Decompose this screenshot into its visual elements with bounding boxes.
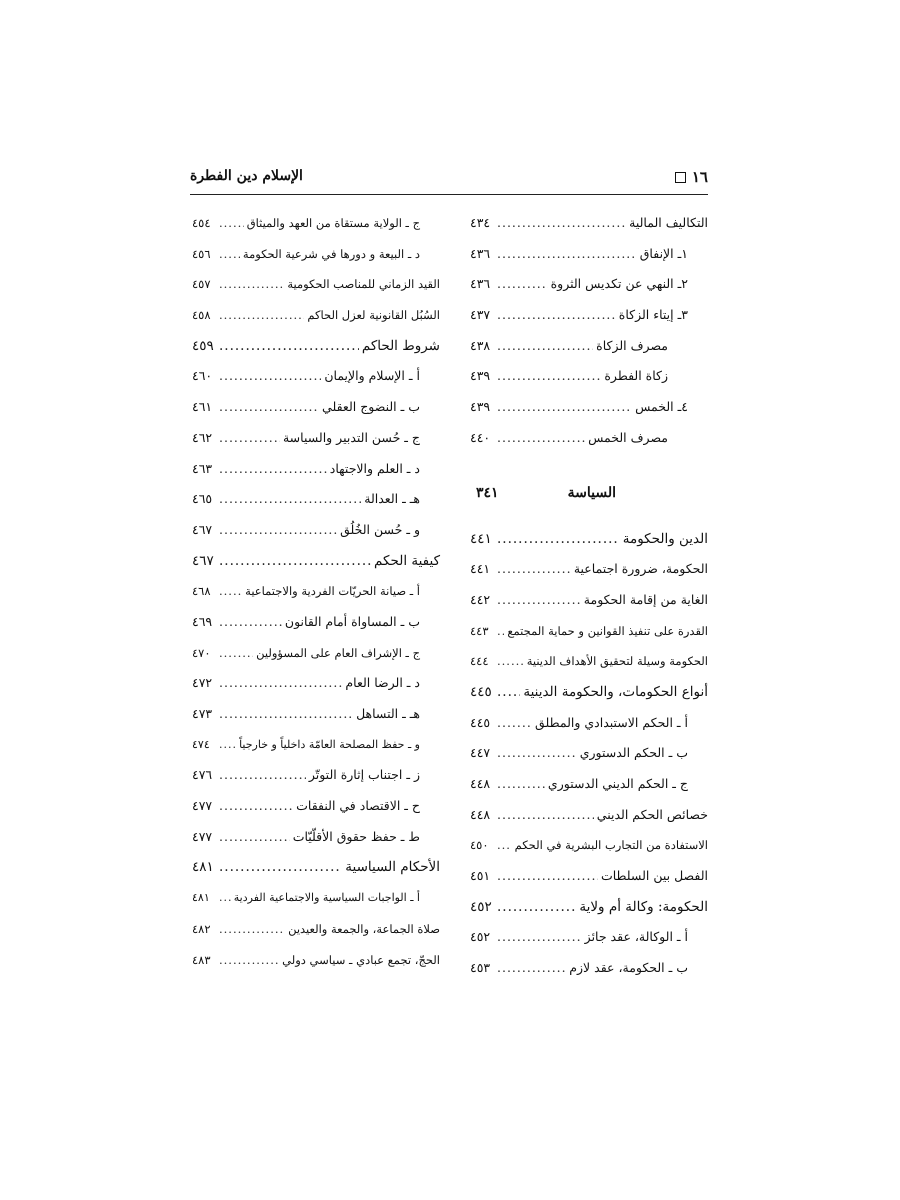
dot-leader	[497, 524, 620, 554]
toc-entry: السُبُل القانونية لعزل الحاكم ..... ٤٥٨	[192, 300, 440, 331]
toc-entry: د ـ العلم والاجتهاد ..... ٤٦٣	[192, 454, 440, 485]
toc-entry: د ـ البيعة و دورها في شرعية الحكومة ..... ٤٥٦	[192, 239, 440, 270]
toc-entry: الحكومة، ضرورة اجتماعية ..... ٤٤١	[470, 554, 708, 585]
dot-leader	[219, 791, 293, 821]
section-heading	[470, 474, 708, 512]
toc-entry: ج ـ الإشراف العام على المسؤولين ..... ٤٧٠	[192, 638, 440, 669]
toc-entry: الحكومة وسيلة لتحقيق الأهداف الدينية ..... ٤٤٤	[470, 646, 708, 677]
dot-leader	[219, 883, 231, 913]
toc-entry: خصائص الحكم الديني ..... ٤٤٨	[470, 800, 708, 831]
toc-entry: ط ـ حفظ حقوق الأقلّيّات ..... ٤٧٧	[192, 822, 440, 853]
dot-leader	[497, 300, 616, 330]
dot-leader	[219, 914, 285, 944]
toc-entry: و ـ حُسن الخُلُق ..... ٤٦٧	[192, 515, 440, 546]
dot-leader	[497, 392, 632, 422]
toc-entry: ح ـ الاقتصاد في النفقات ..... ٤٧٧	[192, 791, 440, 822]
toc-entry: د ـ الرضا العام ..... ٤٧٢	[192, 668, 440, 699]
toc-entry: أ ـ الواجبات السياسية والاجتماعية الفردية ..... ٤٨١	[192, 883, 440, 914]
toc-entry: هـ ـ التساهل ..... ٤٧٣	[192, 699, 440, 730]
toc-entry: التكاليف المالية ..... ٤٣٤	[470, 208, 708, 239]
toc-entry: ج ـ حُسن التدبير والسياسة ..... ٤٦٢	[192, 423, 440, 454]
book-title: الإسلام دين الفطرة	[190, 168, 303, 184]
dot-leader	[497, 208, 626, 238]
toc-entry: ب ـ النضوج العقلي ..... ٤٦١	[192, 392, 440, 423]
dot-leader	[497, 616, 504, 646]
dot-leader	[497, 861, 598, 891]
toc-entry: ٣ـ إيتاء الزكاة ..... ٤٣٧	[470, 300, 708, 331]
toc-entry: الحجّ، تجمع عبادي ـ سياسي دولي ..... ٤٨٣	[192, 945, 440, 976]
dot-leader	[219, 760, 306, 790]
toc-entry: شروط الحاكم ..... ٤٥٩	[192, 331, 440, 362]
toc-entry: ب ـ الحكم الدستوري ..... ٤٤٧	[470, 738, 708, 769]
dot-leader	[219, 822, 290, 852]
dot-leader	[219, 484, 361, 514]
dot-leader	[497, 738, 577, 768]
toc-entry: ب ـ المساواة أمام القانون ..... ٤٦٩	[192, 607, 440, 638]
dot-leader	[497, 922, 582, 952]
dot-leader	[219, 668, 342, 698]
dot-leader	[219, 208, 244, 238]
dot-leader	[497, 677, 520, 707]
dot-leader	[497, 585, 581, 615]
dot-leader	[497, 769, 545, 799]
toc-entry: الأحكام السياسية ..... ٤٨١	[192, 852, 440, 883]
dot-leader	[219, 699, 353, 729]
dot-leader	[497, 830, 512, 860]
toc-entry: أ ـ الوكالة، عقد جائز ..... ٤٥٢	[470, 922, 708, 953]
dot-leader	[219, 269, 284, 299]
dot-leader	[219, 607, 282, 637]
toc-entry: أ ـ صيانة الحريّات الفردية والاجتماعية ..... ٤٦٨	[192, 576, 440, 607]
header-divider	[190, 194, 708, 195]
dot-leader	[219, 546, 371, 576]
toc-entry: الاستفادة من التجارب البشرية في الحكم ..... ٤٥٠	[470, 830, 708, 861]
dot-leader	[497, 423, 585, 453]
page-number-block	[675, 168, 708, 186]
toc-entry: الدين والحكومة ..... ٤٤١	[470, 524, 708, 555]
dot-leader	[219, 945, 279, 975]
page-number: ١٦	[691, 168, 708, 186]
dot-leader	[497, 239, 637, 269]
toc-entry: ج ـ الحكم الديني الدستوري ..... ٤٤٨	[470, 769, 708, 800]
toc-entry: ب ـ الحكومة، عقد لازم ..... ٤٥٣	[470, 953, 708, 984]
dot-leader	[497, 361, 601, 391]
toc-entry: أ ـ الحكم الاستبدادي والمطلق ..... ٤٤٥	[470, 708, 708, 739]
toc-entry: صلاة الجماعة، والجمعة والعيدين ..... ٤٨٢	[192, 914, 440, 945]
dot-leader	[219, 331, 359, 361]
dot-leader	[219, 423, 280, 453]
toc-entry: ٢ـ النهي عن تكديس الثروة ..... ٤٣٦	[470, 269, 708, 300]
dot-leader	[497, 953, 566, 983]
dot-leader	[497, 646, 524, 676]
toc-entry: ١ـ الإنفاق ..... ٤٣٦	[470, 239, 708, 270]
dot-leader	[219, 515, 337, 545]
toc-entry: القدرة على تنفيذ القوانين و حماية المجتمع ..... ٤٤٣	[470, 616, 708, 647]
toc-entry: الحكومة: وكالة أم ولاية ..... ٤٥٢	[470, 892, 708, 923]
toc-entry: مصرف الخمس ..... ٤٤٠	[470, 423, 708, 454]
toc-entry: كيفية الحكم ..... ٤٦٧	[192, 546, 440, 577]
dot-leader	[219, 300, 304, 330]
toc-entry: أ ـ الإسلام والإيمان ..... ٤٦٠	[192, 361, 440, 392]
dot-leader	[497, 800, 594, 830]
toc-entry: مصرف الزكاة ..... ٤٣٨	[470, 331, 708, 362]
dot-leader	[219, 638, 253, 668]
section-title: السياسة	[567, 484, 616, 501]
dot-leader	[219, 361, 321, 391]
toc-entry: الغاية من إقامة الحكومة ..... ٤٤٢	[470, 585, 708, 616]
dot-leader	[219, 576, 242, 606]
toc-entry: ج ـ الولاية مستقاة من العهد والميثاق ..... ٤٥٤	[192, 208, 440, 239]
toc-column-left	[192, 208, 440, 975]
square-icon	[675, 172, 686, 183]
dot-leader	[219, 454, 327, 484]
dot-leader	[497, 892, 576, 922]
dot-leader	[219, 730, 236, 760]
dot-leader	[219, 392, 319, 422]
toc-entry: أنواع الحكومات، والحكومة الدينية ..... ٤٤٥	[470, 677, 708, 708]
page-header	[190, 166, 708, 190]
toc-entry: ٤ـ الخمس ..... ٤٣٩	[470, 392, 708, 423]
toc-entry: القيد الزماني للمناصب الحكومية ..... ٤٥٧	[192, 269, 440, 300]
dot-leader	[497, 708, 532, 738]
toc-entry: و ـ حفظ المصلحة العامّة داخلياً و خارجياً ..... ٤٧٤	[192, 730, 440, 761]
dot-leader	[497, 554, 571, 584]
section-page: ٣٤١	[476, 484, 499, 501]
toc-entry: ز ـ اجتناب إثارة التوتّر ..... ٤٧٦	[192, 760, 440, 791]
dot-leader	[497, 269, 548, 299]
toc-column-right	[470, 208, 708, 984]
toc-entry: هـ ـ العدالة ..... ٤٦٥	[192, 484, 440, 515]
dot-leader	[219, 239, 240, 269]
toc-entry: زكاة الفطرة ..... ٤٣٩	[470, 361, 708, 392]
dot-leader	[219, 852, 342, 882]
toc-entry: الفصل بين السلطات ..... ٤٥١	[470, 861, 708, 892]
dot-leader	[497, 331, 593, 361]
